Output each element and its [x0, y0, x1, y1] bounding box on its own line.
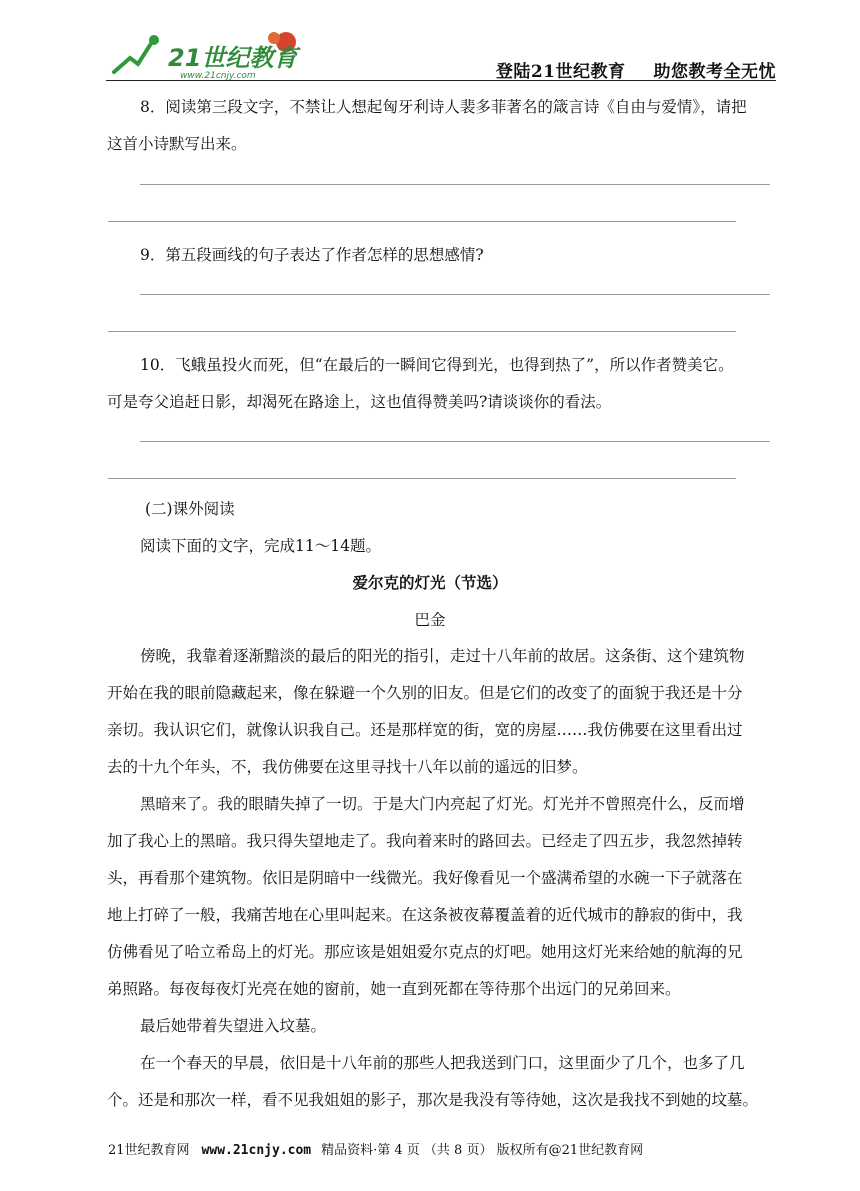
passage-p2-line-4: 地上打碎了一般，我痛苦地在心里叫起来。在这条被夜幕覆盖着的近代城市的静寂的街中，我	[107, 906, 743, 924]
passage-p3-line-1: 最后她带着失望进入坟墓。	[140, 1017, 327, 1035]
passage-p2-line-3: 头，再看那个建筑物。依旧是阴暗中一线微光。我好像看见一个盛满希望的水碗一下子就落在	[107, 869, 743, 887]
slogan-left: 登陆21世纪教育	[495, 62, 626, 82]
question-10-line-2: 可是夸父追赶日影，却渴死在路途上，这也值得赞美吗?请谈谈你的看法。	[107, 393, 612, 411]
passage-p2-line-1: 黑暗来了。我的眼睛失掉了一切。于是大门内亮起了灯光。灯光并不曾照亮什么，反而增	[140, 795, 745, 813]
answer-line-q10-2[interactable]	[108, 478, 736, 479]
footer-url-link[interactable]: www.21cnjy.com	[201, 1143, 312, 1158]
passage-p2-line-6: 弟照路。每夜每夜灯光亮在她的窗前，她一直到死都在等待那个出远门的兄弟回来。	[107, 980, 681, 998]
question-10-line-1: 10．飞蛾虽投火而死，但“在最后的一瞬间它得到光，也得到热了”，所以作者赞美它。	[140, 356, 734, 374]
passage-p2-line-2: 加了我心上的黑暗。我只得失望地走了。我向着来时的路回去。已经走了四五步，我忽然掉转	[107, 832, 743, 850]
footer-page-info: 精品资料·第 4 页 （共 8 页） 版权所有@21世纪教育网	[321, 1143, 644, 1158]
question-9-line-1: 9．第五段画线的句子表达了作者怎样的思想感情?	[140, 246, 484, 264]
passage-p1-line-4: 去的十九个年头，不，我仿佛要在这里寻找十八年以前的遥远的旧梦。	[107, 758, 588, 776]
passage-p1-line-3: 亲切。我认识它们，就像认识我自己。还是那样宽的街，宽的房屋……我仿佛要在这里看出过	[107, 721, 743, 739]
header-divider	[106, 80, 776, 81]
question-8-line-2: 这首小诗默写出来。	[107, 135, 247, 153]
site-logo[interactable]	[108, 28, 308, 80]
section-heading: (二)课外阅读	[145, 500, 235, 518]
passage-p4-line-1: 在一个春天的早晨，依旧是十八年前的那些人把我送到门口，这里面少了几个，也多了几	[140, 1054, 745, 1072]
question-8-line-1: 8．阅读第三段文字，不禁让人想起匈牙利诗人裴多菲著名的箴言诗《自由与爱情》，请把	[140, 98, 747, 116]
passage-author: 巴金	[414, 611, 446, 629]
svg-text:www.21cnjy.com: www.21cnjy.com	[180, 71, 256, 80]
header-slogan	[496, 57, 776, 82]
footer-site: 21世纪教育网	[108, 1143, 190, 1158]
page-footer	[108, 1139, 643, 1158]
answer-line-q9-1[interactable]	[140, 294, 770, 295]
answer-line-q9-2[interactable]	[108, 331, 736, 332]
passage-p1-line-1: 傍晚，我靠着逐渐黯淡的最后的阳光的指引，走过十八年前的故居。这条街、这个建筑物	[140, 647, 745, 665]
passage-title: 爱尔克的灯光（节选）	[352, 574, 508, 592]
logo-graphic	[108, 28, 308, 80]
passage-p1-line-2: 开始在我的眼前隐藏起来，像在躲避一个久别的旧友。但是它们的改变了的面貌于我还是十分	[107, 684, 743, 702]
svg-text:21世纪教育: 21世纪教育	[168, 44, 298, 72]
passage-p2-line-5: 仿佛看见了哈立希岛上的灯光。那应该是姐姐爱尔克点的灯吧。她用这灯光来给她的航海的兄	[107, 943, 743, 961]
passage-p4-line-2: 个。还是和那次一样，看不见我姐姐的影子，那次是我没有等待她，这次是我找不到她的坟墓。	[107, 1091, 759, 1109]
slogan-right: 助您教考全无忧	[653, 62, 776, 82]
section-instruction: 阅读下面的文字，完成11～14题。	[140, 537, 381, 555]
answer-line-q8-2[interactable]	[108, 221, 736, 222]
answer-line-q10-1[interactable]	[140, 441, 770, 442]
answer-line-q8-1[interactable]	[140, 184, 770, 185]
